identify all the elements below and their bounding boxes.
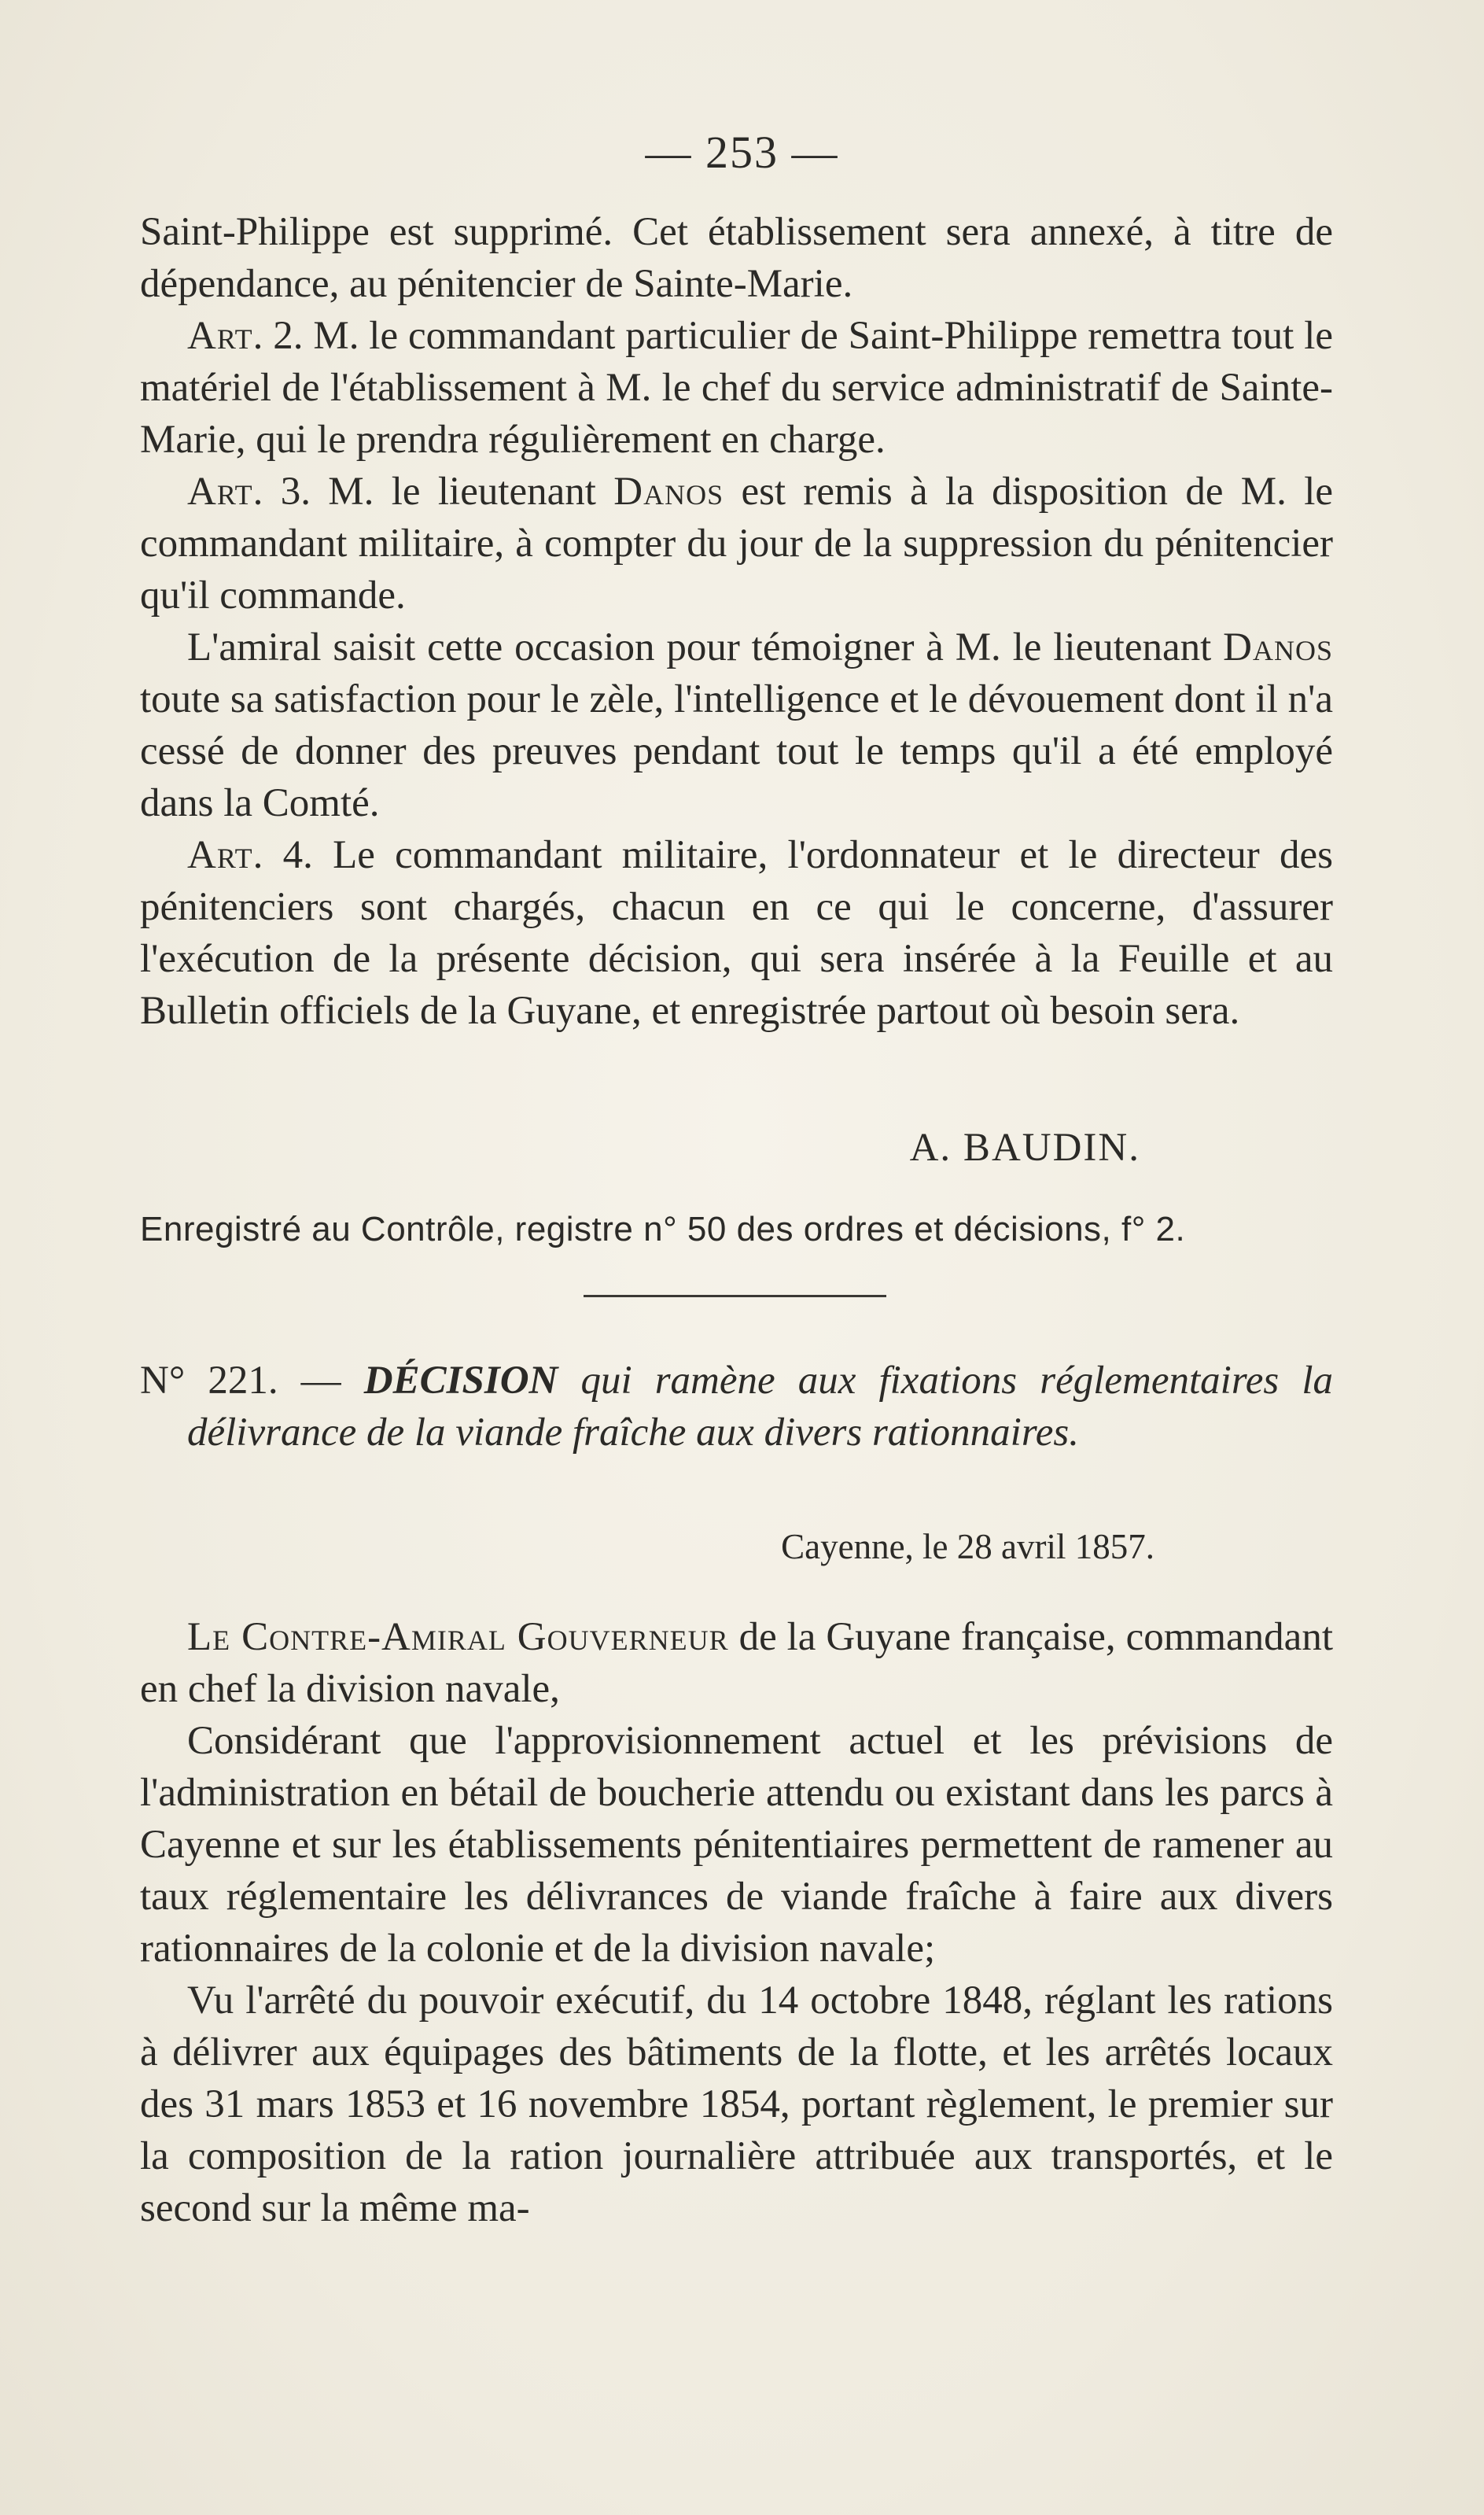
bottom-text-section <box>140 1611 1333 2234</box>
decision-title <box>140 1355 1333 1458</box>
paragraph-text: . 3. M. le lieutenant <box>252 470 614 514</box>
paragraph <box>140 621 1333 829</box>
page-number: — 253 — <box>645 127 839 178</box>
paragraph-text: L'amiral saisit cette occasion pour témoigner à M. le lieutenant <box>187 625 1224 669</box>
small-caps-text: Art <box>187 314 253 358</box>
dateline: Cayenne, le 28 avril 1857. <box>781 1527 1154 1566</box>
small-caps-text: Art <box>187 833 253 877</box>
paragraph-text: Considérant que l'approvisionnement actuel et les prévisions de l'administration en bétail de boucherie attendu ou existant dans les parcs à Cayenne et sur les établissements pénitentiaires permettent de ramener au taux réglementaire les délivrances de viande fraîche à faire aux divers rationnaires de la colonie et de la division navale; <box>140 1719 1333 1971</box>
decision-dash: — <box>278 1359 364 1403</box>
decision-kind: DÉCISION <box>363 1359 558 1403</box>
decision-number: N° 221. <box>140 1359 278 1403</box>
small-caps-text: Danos <box>613 470 724 514</box>
paragraph <box>140 1611 1333 1715</box>
decision-heading <box>140 1355 1333 1458</box>
paragraph <box>140 466 1333 621</box>
paragraph-text: est remis à la disposition de M. le commandant militaire, à compter du jour de la suppression du pénitencier qu'il commande. <box>140 470 1333 618</box>
top-text-section <box>140 206 1333 1037</box>
paragraph <box>140 206 1333 310</box>
small-caps-text: Danos <box>1223 625 1333 669</box>
paragraph-text: . 4. Le commandant militaire, l'ordonnateur et le directeur des pénitenciers sont chargés, chacun en ce qui le concerne, d'assurer l'exécution de la présente décision, qui sera insérée à la Feuille et au Bulletin officiels de la Guyane, et enregistrée partout où besoin sera. <box>140 833 1333 1033</box>
paragraph-text: . 2. M. le commandant particulier de Saint-Philippe remettra tout le matériel de l'établissement à M. le chef du service administratif de Sainte-Marie, qui le prendra régulièrement en charge. <box>140 314 1333 462</box>
decision-subject: qui ramène aux fixations réglementaires la délivrance de la viande fraîche aux divers rationnaires. <box>187 1359 1334 1455</box>
small-caps-text: Le Contre-Amiral Gouverneur <box>187 1615 729 1659</box>
paragraph <box>140 829 1333 1037</box>
paragraph-text: Saint-Philippe est supprimé. Cet établissement sera annexé, à titre de dépendance, au pénitencier de Sainte-Marie. <box>140 210 1333 306</box>
paragraph-text: Vu l'arrêté du pouvoir exécutif, du 14 octobre 1848, réglant les rations à délivrer aux équipages des bâtiments de la flotte, et les arrêtés locaux des 31 mars 1853 et 16 novembre 1854, portant règlement, le premier sur la composition de la ration journalière attribuée aux transportés, et le second sur la même ma- <box>140 1978 1333 2230</box>
small-caps-text: Art <box>187 470 253 514</box>
paragraph <box>140 1715 1333 1975</box>
paragraph <box>140 310 1333 466</box>
signature: A. BAUDIN. <box>909 1126 1140 1170</box>
paragraph <box>140 1975 1333 2234</box>
paragraph-text: toute sa satisfaction pour le zèle, l'intelligence et le dévouement dont il n'a cessé de donner des preuves pendant tout le temps qu'il a été employé dans la Comté. <box>140 677 1333 825</box>
paragraph-text: de la Guyane française, commandant en chef la division navale, <box>140 1615 1333 1711</box>
section-divider <box>584 1295 886 1297</box>
registration-note: Enregistré au Contrôle, registre n° 50 des ordres et décisions, f° 2. <box>140 1210 1186 1248</box>
